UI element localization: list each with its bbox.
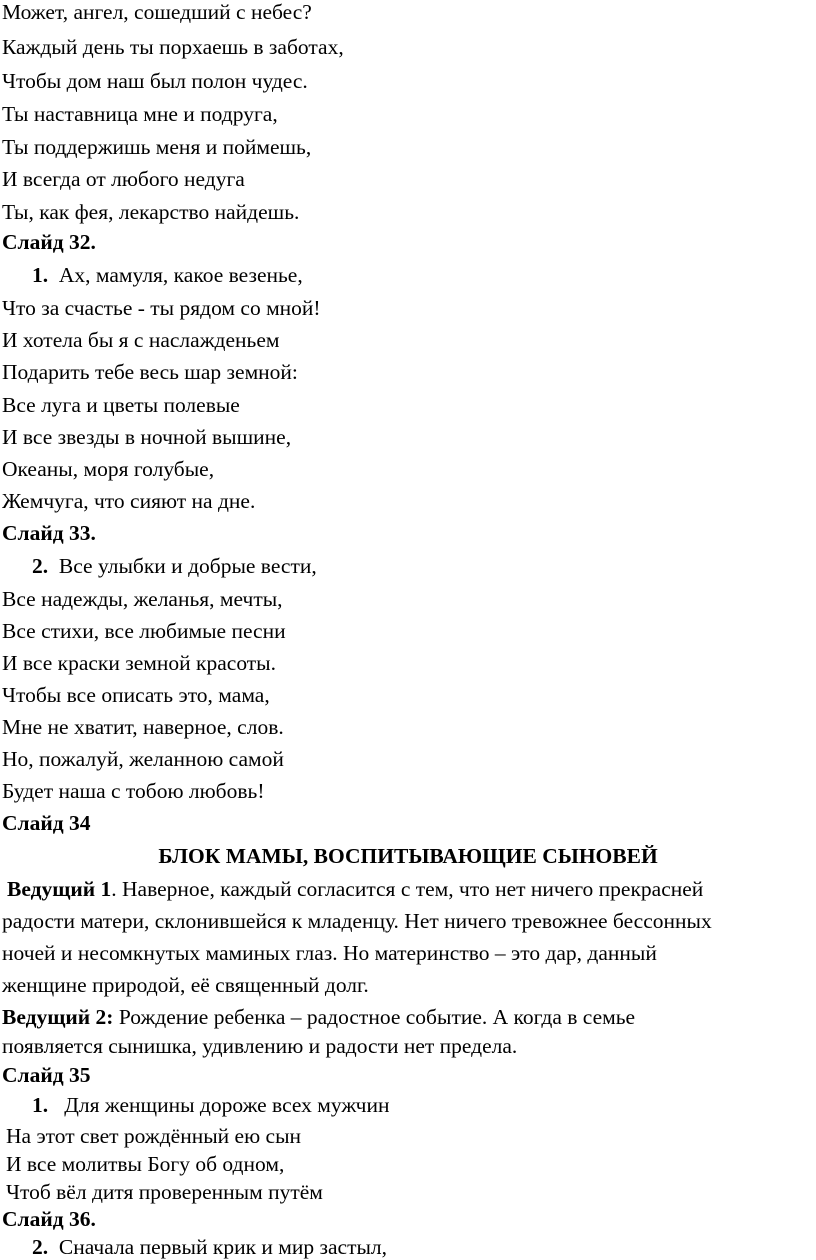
slide-heading: Слайд 32. <box>2 230 96 254</box>
poem-line: Каждый день ты порхаешь в заботах, <box>2 35 344 59</box>
poem-line: Мне не хватит, наверное, слов. <box>2 715 284 739</box>
poem-line: Но, пожалуй, желанною самой <box>2 747 284 771</box>
poem-line: Все улыбки и добрые вести, <box>58 554 317 578</box>
verse-number: 1. <box>32 1093 49 1117</box>
poem-line: На этот свет рождённый ею сын <box>6 1124 302 1148</box>
poem-line: Жемчуга, что сияют на дне. <box>2 489 256 513</box>
poem-line: Будет наша с тобою любовь! <box>2 779 265 803</box>
block-title: БЛОК МАМЫ, ВОСПИТЫВАЮЩИЕ СЫНОВЕЙ <box>158 844 658 868</box>
paragraph-text: Рождение ребенка – радостное событие. А когда в семье <box>113 1005 636 1029</box>
slide-heading: Слайд 36. <box>2 1207 96 1231</box>
numbered-poem-line <box>32 1234 387 1260</box>
poem-line: Ах, мамуля, какое везенье, <box>58 263 303 287</box>
poem-line: Может, ангел, сошедший с небес? <box>2 0 312 24</box>
poem-line: Все надежды, желанья, мечты, <box>2 587 283 611</box>
paragraph-line: радости матери, склонившейся к младенцу. Нет ничего тревожнее бессонных <box>2 909 712 933</box>
poem-line: Ты поддержишь меня и поймешь, <box>2 135 312 159</box>
poem-line: Ты, как фея, лекарство найдешь. <box>2 200 300 224</box>
poem-line: И всегда от любого недуга <box>2 167 245 191</box>
poem-line: Чтобы дом наш был полон чудес. <box>2 69 308 93</box>
numbered-poem-line <box>32 262 303 288</box>
paragraph-line: ночей и несомкнутых маминых глаз. Но материнство – это дар, данный <box>2 941 657 965</box>
poem-line: И все краски земной красоты. <box>2 651 276 675</box>
poem-line: Океаны, моря голубые, <box>2 457 215 481</box>
host-label: Ведущий 1 <box>7 877 112 901</box>
paragraph-line: женщине природой, её священный долг. <box>2 973 369 997</box>
poem-line: И все звезды в ночной вышине, <box>2 425 292 449</box>
paragraph-text: . Наверное, каждый согласится с тем, что нет ничего прекрасней <box>111 877 704 901</box>
numbered-poem-line <box>32 553 317 579</box>
poem-line: Все луга и цветы полевые <box>2 393 240 417</box>
verse-number: 1. <box>32 263 49 287</box>
host-paragraph-line <box>7 876 703 902</box>
poem-line: Ты наставница мне и подруга, <box>2 102 278 126</box>
slide-heading: Слайд 34 <box>2 811 91 835</box>
host-label: Ведущий 2: <box>2 1005 114 1029</box>
poem-line: Подарить тебе весь шар земной: <box>2 360 298 384</box>
host-paragraph-line <box>2 1004 635 1030</box>
poem-line: Для женщины дороже всех мужчин <box>64 1093 390 1117</box>
numbered-poem-line <box>32 1092 390 1118</box>
verse-number: 2. <box>32 554 49 578</box>
poem-line: И хотела бы я с наслажденьем <box>2 328 280 352</box>
verse-number: 2. <box>32 1235 49 1259</box>
poem-line: Сначала первый крик и мир застыл, <box>58 1235 388 1259</box>
poem-line: Чтоб вёл дитя проверенным путём <box>6 1180 323 1204</box>
poem-line: И все молитвы Богу об одном, <box>6 1152 285 1176</box>
poem-line: Чтобы все описать это, мама, <box>2 683 270 707</box>
slide-heading: Слайд 33. <box>2 521 96 545</box>
poem-line: Все стихи, все любимые песни <box>2 619 286 643</box>
paragraph-line: появляется сынишка, удивлению и радости нет предела. <box>2 1034 518 1058</box>
slide-heading: Слайд 35 <box>2 1063 91 1087</box>
poem-line: Что за счастье - ты рядом со мной! <box>2 296 321 320</box>
